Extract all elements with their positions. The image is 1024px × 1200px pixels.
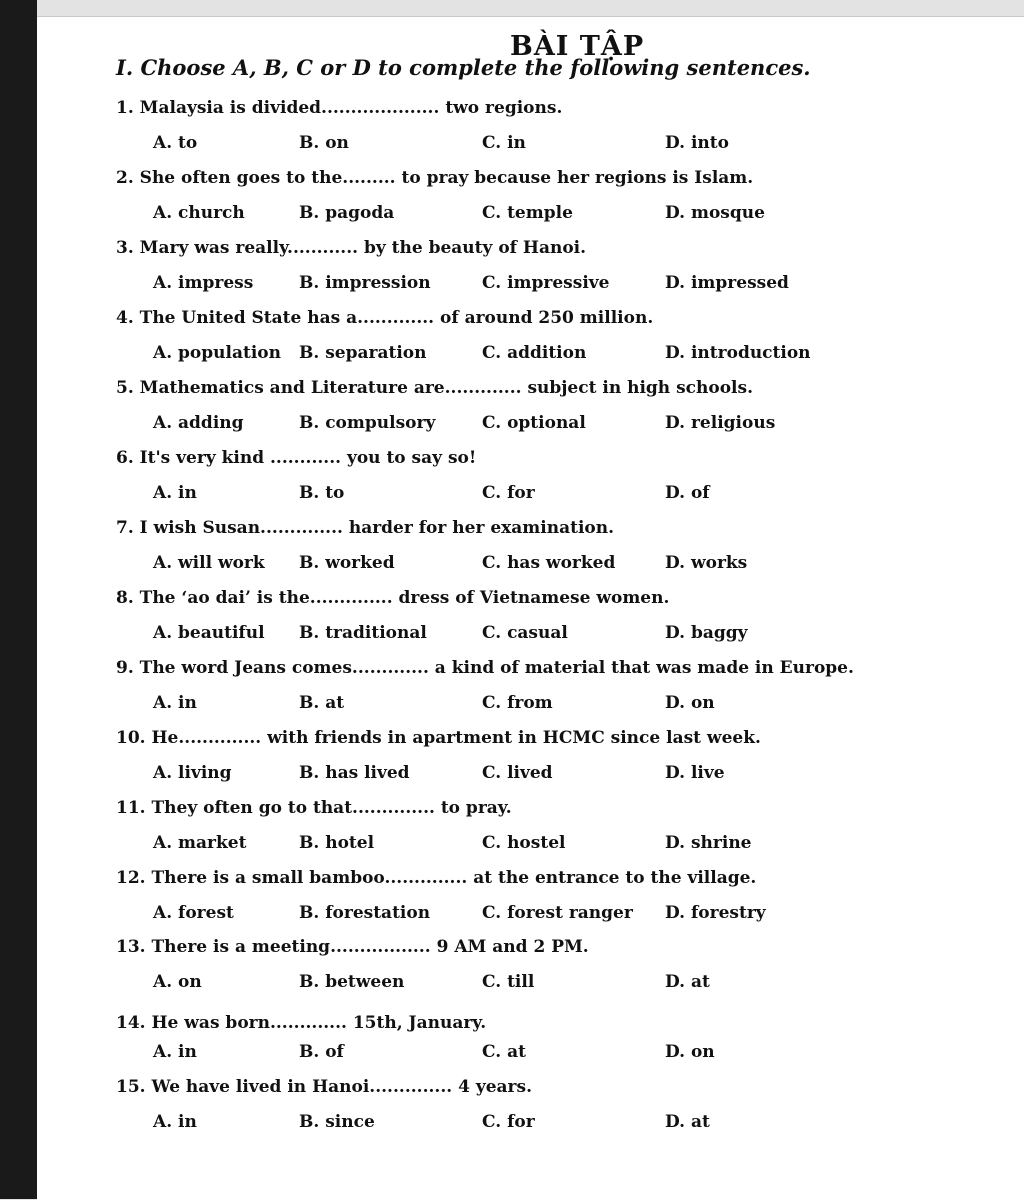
option-a: A. adding	[153, 413, 244, 433]
option-a: A. beautiful	[153, 623, 265, 643]
question-stem: 11. They often go to that.............. to pray.	[116, 798, 512, 818]
question-3	[116, 238, 1016, 308]
question-1	[116, 98, 1016, 168]
option-b: B. impression	[299, 273, 431, 293]
option-d: D. introduction	[665, 343, 811, 363]
left-dark-border	[0, 0, 37, 1199]
option-d: D. forestry	[665, 903, 766, 923]
option-a: A. will work	[153, 553, 265, 573]
question-2	[116, 168, 1016, 238]
question-5	[116, 378, 1016, 448]
option-d: D. at	[665, 972, 710, 992]
option-c: C. hostel	[482, 833, 566, 853]
question-stem: 8. The ‘ao dai’ is the.............. dress of Vietnamese women.	[116, 588, 670, 608]
option-c: C. from	[482, 693, 553, 713]
option-d: D. into	[665, 133, 729, 153]
option-d: D. impressed	[665, 273, 789, 293]
option-b: B. since	[299, 1112, 375, 1132]
question-6	[116, 448, 1016, 518]
question-stem: 9. The word Jeans comes............. a kind of material that was made in Europe.	[116, 658, 854, 678]
option-d: D. works	[665, 553, 748, 573]
question-stem: 7. I wish Susan.............. harder for her examination.	[116, 518, 615, 538]
option-c: C. impressive	[482, 273, 610, 293]
question-14	[116, 1013, 1016, 1083]
option-c: C. addition	[482, 343, 587, 363]
question-stem: 4. The United State has a............. of around 250 million.	[116, 308, 654, 328]
option-b: B. pagoda	[299, 203, 395, 223]
exercise-instruction: I. Choose A, B, C or D to complete the following sentences.	[116, 55, 811, 80]
option-d: D. on	[665, 1042, 715, 1062]
option-c: C. temple	[482, 203, 573, 223]
question-stem: 3. Mary was really............ by the beauty of Hanoi.	[116, 238, 587, 258]
option-c: C. in	[482, 133, 526, 153]
option-d: D. baggy	[665, 623, 748, 643]
option-d: D. shrine	[665, 833, 752, 853]
option-a: A. on	[153, 972, 202, 992]
option-c: C. for	[482, 1112, 535, 1132]
option-a: A. in	[153, 1112, 197, 1132]
option-d: D. of	[665, 483, 710, 503]
option-c: C. has worked	[482, 553, 616, 573]
option-d: D. at	[665, 1112, 710, 1132]
question-15	[116, 1077, 1016, 1147]
question-stem: 12. There is a small bamboo.............. at the entrance to the village.	[116, 868, 757, 888]
question-7	[116, 518, 1016, 588]
option-b: B. has lived	[299, 763, 410, 783]
option-b: B. separation	[299, 343, 427, 363]
option-b: B. between	[299, 972, 405, 992]
question-11	[116, 798, 1016, 868]
option-a: A. population	[153, 343, 281, 363]
question-stem: 1. Malaysia is divided.................... two regions.	[116, 98, 563, 118]
option-b: B. on	[299, 133, 349, 153]
option-a: A. in	[153, 1042, 197, 1062]
option-d: D. religious	[665, 413, 776, 433]
question-8	[116, 588, 1016, 658]
question-10	[116, 728, 1016, 798]
document-page	[37, 16, 1024, 1200]
option-c: C. lived	[482, 763, 553, 783]
option-a: A. forest	[153, 903, 234, 923]
option-a: A. in	[153, 483, 197, 503]
option-a: A. living	[153, 763, 232, 783]
option-a: A. to	[153, 133, 198, 153]
question-stem: 6. It's very kind ............ you to say so!	[116, 448, 477, 468]
option-b: B. hotel	[299, 833, 375, 853]
option-b: B. to	[299, 483, 345, 503]
option-a: A. in	[153, 693, 197, 713]
option-c: C. casual	[482, 623, 568, 643]
question-13	[116, 937, 1016, 1007]
question-stem: 13. There is a meeting................. 9 AM and 2 PM.	[116, 937, 589, 957]
question-stem: 5. Mathematics and Literature are............. subject in high schools.	[116, 378, 753, 398]
option-b: B. forestation	[299, 903, 431, 923]
option-b: B. traditional	[299, 623, 427, 643]
option-c: C. for	[482, 483, 535, 503]
question-stem: 2. She often goes to the......... to pray because her regions is Islam.	[116, 168, 754, 188]
option-b: B. worked	[299, 553, 395, 573]
question-12	[116, 868, 1016, 938]
option-c: C. forest ranger	[482, 903, 633, 923]
option-d: D. mosque	[665, 203, 765, 223]
option-c: C. till	[482, 972, 535, 992]
option-a: A. market	[153, 833, 247, 853]
question-4	[116, 308, 1016, 378]
option-b: B. compulsory	[299, 413, 436, 433]
page-title: BÀI TẬP	[510, 31, 645, 62]
option-d: D. live	[665, 763, 725, 783]
option-b: B. of	[299, 1042, 344, 1062]
option-d: D. on	[665, 693, 715, 713]
option-a: A. impress	[153, 273, 254, 293]
question-stem: 15. We have lived in Hanoi.............. 4 years.	[116, 1077, 532, 1097]
option-a: A. church	[153, 203, 245, 223]
option-c: C. at	[482, 1042, 526, 1062]
question-stem: 14. He was born............. 15th, January.	[116, 1013, 487, 1033]
option-b: B. at	[299, 693, 345, 713]
question-stem: 10. He.............. with friends in apartment in HCMC since last week.	[116, 728, 761, 748]
option-c: C. optional	[482, 413, 586, 433]
question-9	[116, 658, 1016, 728]
